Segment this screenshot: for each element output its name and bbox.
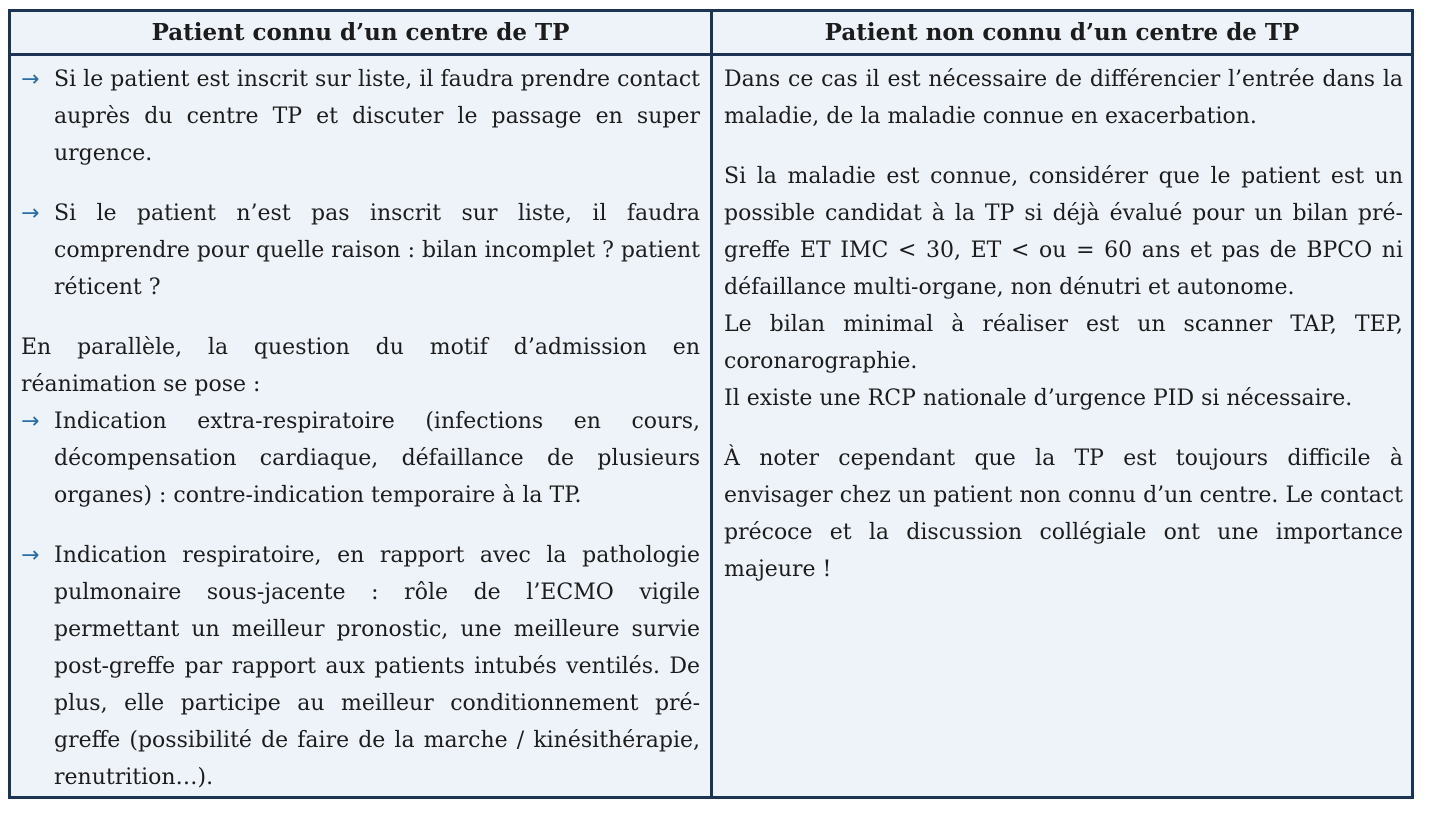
paragraph: Il existe une RCP nationale d’urgence PID si nécessaire. [724,386,1353,411]
column-known-patient [11,56,713,796]
bullet-text: Indication extra-respiratoire (infections en cours, décompensation cardiaque, défaillance de plusieurs organes) : contre-indication temporaire à la TP. [54,409,700,508]
list-item [21,537,700,796]
list-item [21,403,700,514]
paragraph: Dans ce cas il est nécessaire de différencier l’entrée dans la maladie, de la maladie connue en exacerbation. [724,67,1403,129]
header-unknown-patient: Patient non connu d’un centre de TP [824,19,1300,46]
list-item [21,61,700,172]
arrow-right-icon: → [21,201,40,226]
comparison-table [8,9,1414,799]
bullet-text: Si le patient n’est pas inscrit sur liste, il faudra comprendre pour quelle raison : bilan incomplet ? patient réticent ? [54,201,700,300]
table-header-row [11,12,1411,56]
bullet-text: Si le patient est inscrit sur liste, il faudra prendre contact auprès du centre TP et discuter le passage en super urgence. [54,67,700,166]
column-unknown-patient [713,56,1411,796]
arrow-right-icon: → [21,67,40,92]
list-item [21,195,700,306]
header-known-patient: Patient connu d’un centre de TP [11,12,713,53]
bullet-text: Indication respiratoire, en rapport avec la pathologie pulmonaire sous-jacente : rôle de l’ECMO vigile permettant un meilleur pronostic, une meilleure survie post-greffe par rapport aux patients intubés ventilés. De plus, elle participe au meilleur conditionnement pré-greffe (possibilité de faire de la marche / kinésithérapie, renutrition…). [54,543,700,790]
arrow-right-icon: → [21,409,40,434]
paragraph: Le bilan minimal à réaliser est un scanner TAP, TEP, coronarographie. [724,312,1403,374]
paragraph: Si la maladie est connue, considérer que le patient est un possible candidat à la TP si déjà évalué pour un bilan pré-greffe ET IMC < 30, ET < ou = 60 ans et pas de BPCO ni défaillance multi-organe, non dénutri et autonome. [724,164,1403,300]
paragraph-intro: En parallèle, la question du motif d’admission en réanimation se pose : [21,335,700,397]
paragraph: À noter cependant que la TP est toujours difficile à envisager chez un patient non connu d’un centre. Le contact précoce et la discussion collégiale ont une importance majeure ! [724,446,1403,582]
arrow-right-icon: → [21,543,40,568]
